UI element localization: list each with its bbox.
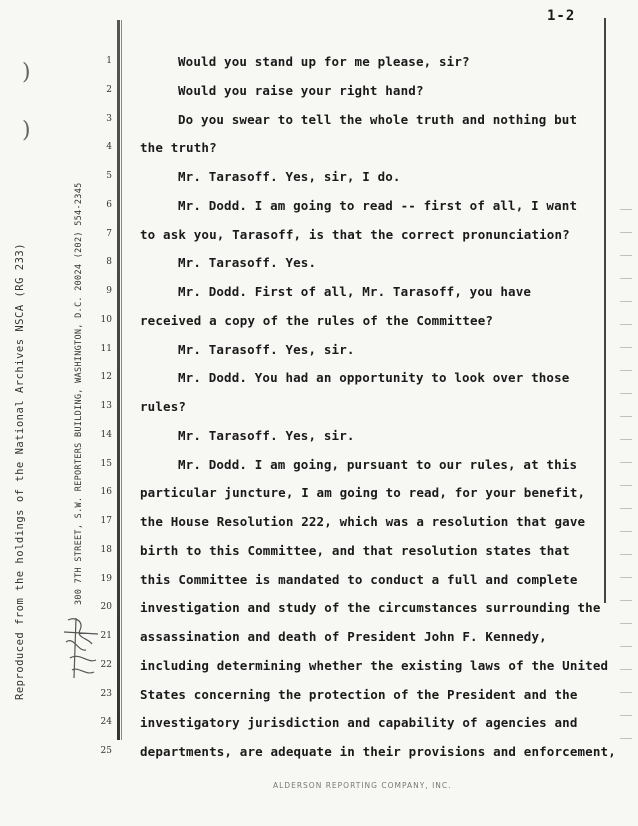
reporting-company-footer: ALDERSON REPORTING COMPANY, INC.	[273, 781, 452, 790]
line-number: 4	[106, 142, 112, 153]
line-number: 25	[100, 746, 112, 756]
line-number: 19	[100, 573, 112, 584]
transcript-line: this Committee is mandated to conduct a full and complete	[140, 571, 578, 587]
transcript-line: rules?	[140, 399, 187, 414]
transcript-line: Mr. Dodd. You had an opportunity to look over those	[178, 370, 570, 386]
line-number: 9	[106, 286, 112, 296]
transcript-line: birth to this Committee, and that resolution states that	[140, 542, 570, 558]
archives-margin-text: Reproduced from the holdings of the National Archives NSCA (RG 233)	[14, 242, 26, 700]
line-number: 16	[100, 487, 112, 498]
transcript-line: the House Resolution 222, which was a resolution that gave	[140, 514, 586, 529]
line-number: 21	[100, 631, 112, 641]
transcript-line: Mr. Tarasoff. Yes, sir.	[178, 341, 355, 357]
transcript-line: Would you raise your right hand?	[178, 82, 424, 98]
transcript-line: assassination and death of President John F. Kennedy,	[140, 629, 547, 644]
line-number: 8	[106, 257, 112, 268]
line-number: 23	[100, 688, 112, 699]
stamp-mark	[58, 612, 106, 684]
line-number: 18	[100, 544, 112, 555]
transcript-line: investigatory jurisdiction and capability of agencies and	[140, 715, 578, 731]
transcript-line: Mr. Dodd. First of all, Mr. Tarasoff, you have	[178, 284, 532, 299]
transcript-line: particular juncture, I am going to read, for your benefit,	[140, 485, 586, 501]
transcript-line: including determining whether the existing laws of the United	[140, 657, 609, 673]
transcript-line: received a copy of the rules of the Committee?	[140, 312, 494, 328]
line-number: 24	[100, 717, 112, 728]
line-number: 3	[106, 113, 112, 124]
transcript-line: Mr. Tarasoff. Yes, sir.	[178, 427, 355, 443]
transcript-line: Mr. Tarasoff. Yes, sir, I do.	[178, 169, 401, 184]
line-number: 6	[106, 199, 112, 210]
transcript-line: Would you stand up for me please, sir?	[178, 54, 470, 69]
transcript-line: Mr. Dodd. I am going, pursuant to our rules, at this	[178, 456, 578, 472]
transcript-line: States concerning the protection of the President and the	[140, 686, 578, 702]
transcript-line: Mr. Dodd. I am going to read -- first of all, I want	[178, 197, 578, 213]
line-number: 20	[100, 602, 112, 613]
transcript-line: investigation and study of the circumstances surrounding the	[140, 600, 601, 616]
line-number: 12	[100, 372, 112, 383]
left-margin-rule-inner	[121, 20, 122, 740]
margin-parenthesis-mark: )	[22, 118, 31, 143]
line-number: 5	[106, 171, 112, 181]
line-number: 22	[100, 659, 112, 670]
transcript-line: Mr. Tarasoff. Yes.	[178, 255, 317, 271]
transcript-line: Do you swear to tell the whole truth and nothing but	[178, 111, 578, 127]
transcript-line: the truth?	[140, 140, 217, 156]
line-number: 1	[106, 56, 112, 66]
transcript-line: departments, are adequate in their provisions and enforcement,	[140, 744, 616, 759]
line-number: 7	[106, 228, 112, 239]
right-edge-marks	[620, 200, 632, 740]
margin-parenthesis-mark: )	[22, 60, 31, 85]
line-number: 17	[100, 516, 112, 526]
line-number: 2	[106, 84, 112, 95]
line-number: 10	[100, 314, 112, 325]
line-number: 11	[100, 343, 112, 354]
reporter-address-margin-text: 300 7TH STREET, S.W. REPORTERS BUILDING, WASHINGTON, D.C. 20024 (202) 554-2345	[74, 182, 84, 605]
line-number: 14	[100, 429, 112, 440]
transcript-line: to ask you, Tarasoff, is that the correct pronunciation?	[140, 226, 570, 242]
line-number: 13	[100, 401, 112, 411]
page-number: 1-2	[547, 8, 576, 24]
line-number: 15	[100, 458, 112, 469]
left-margin-rule	[117, 20, 120, 740]
right-margin-rule	[604, 18, 606, 603]
